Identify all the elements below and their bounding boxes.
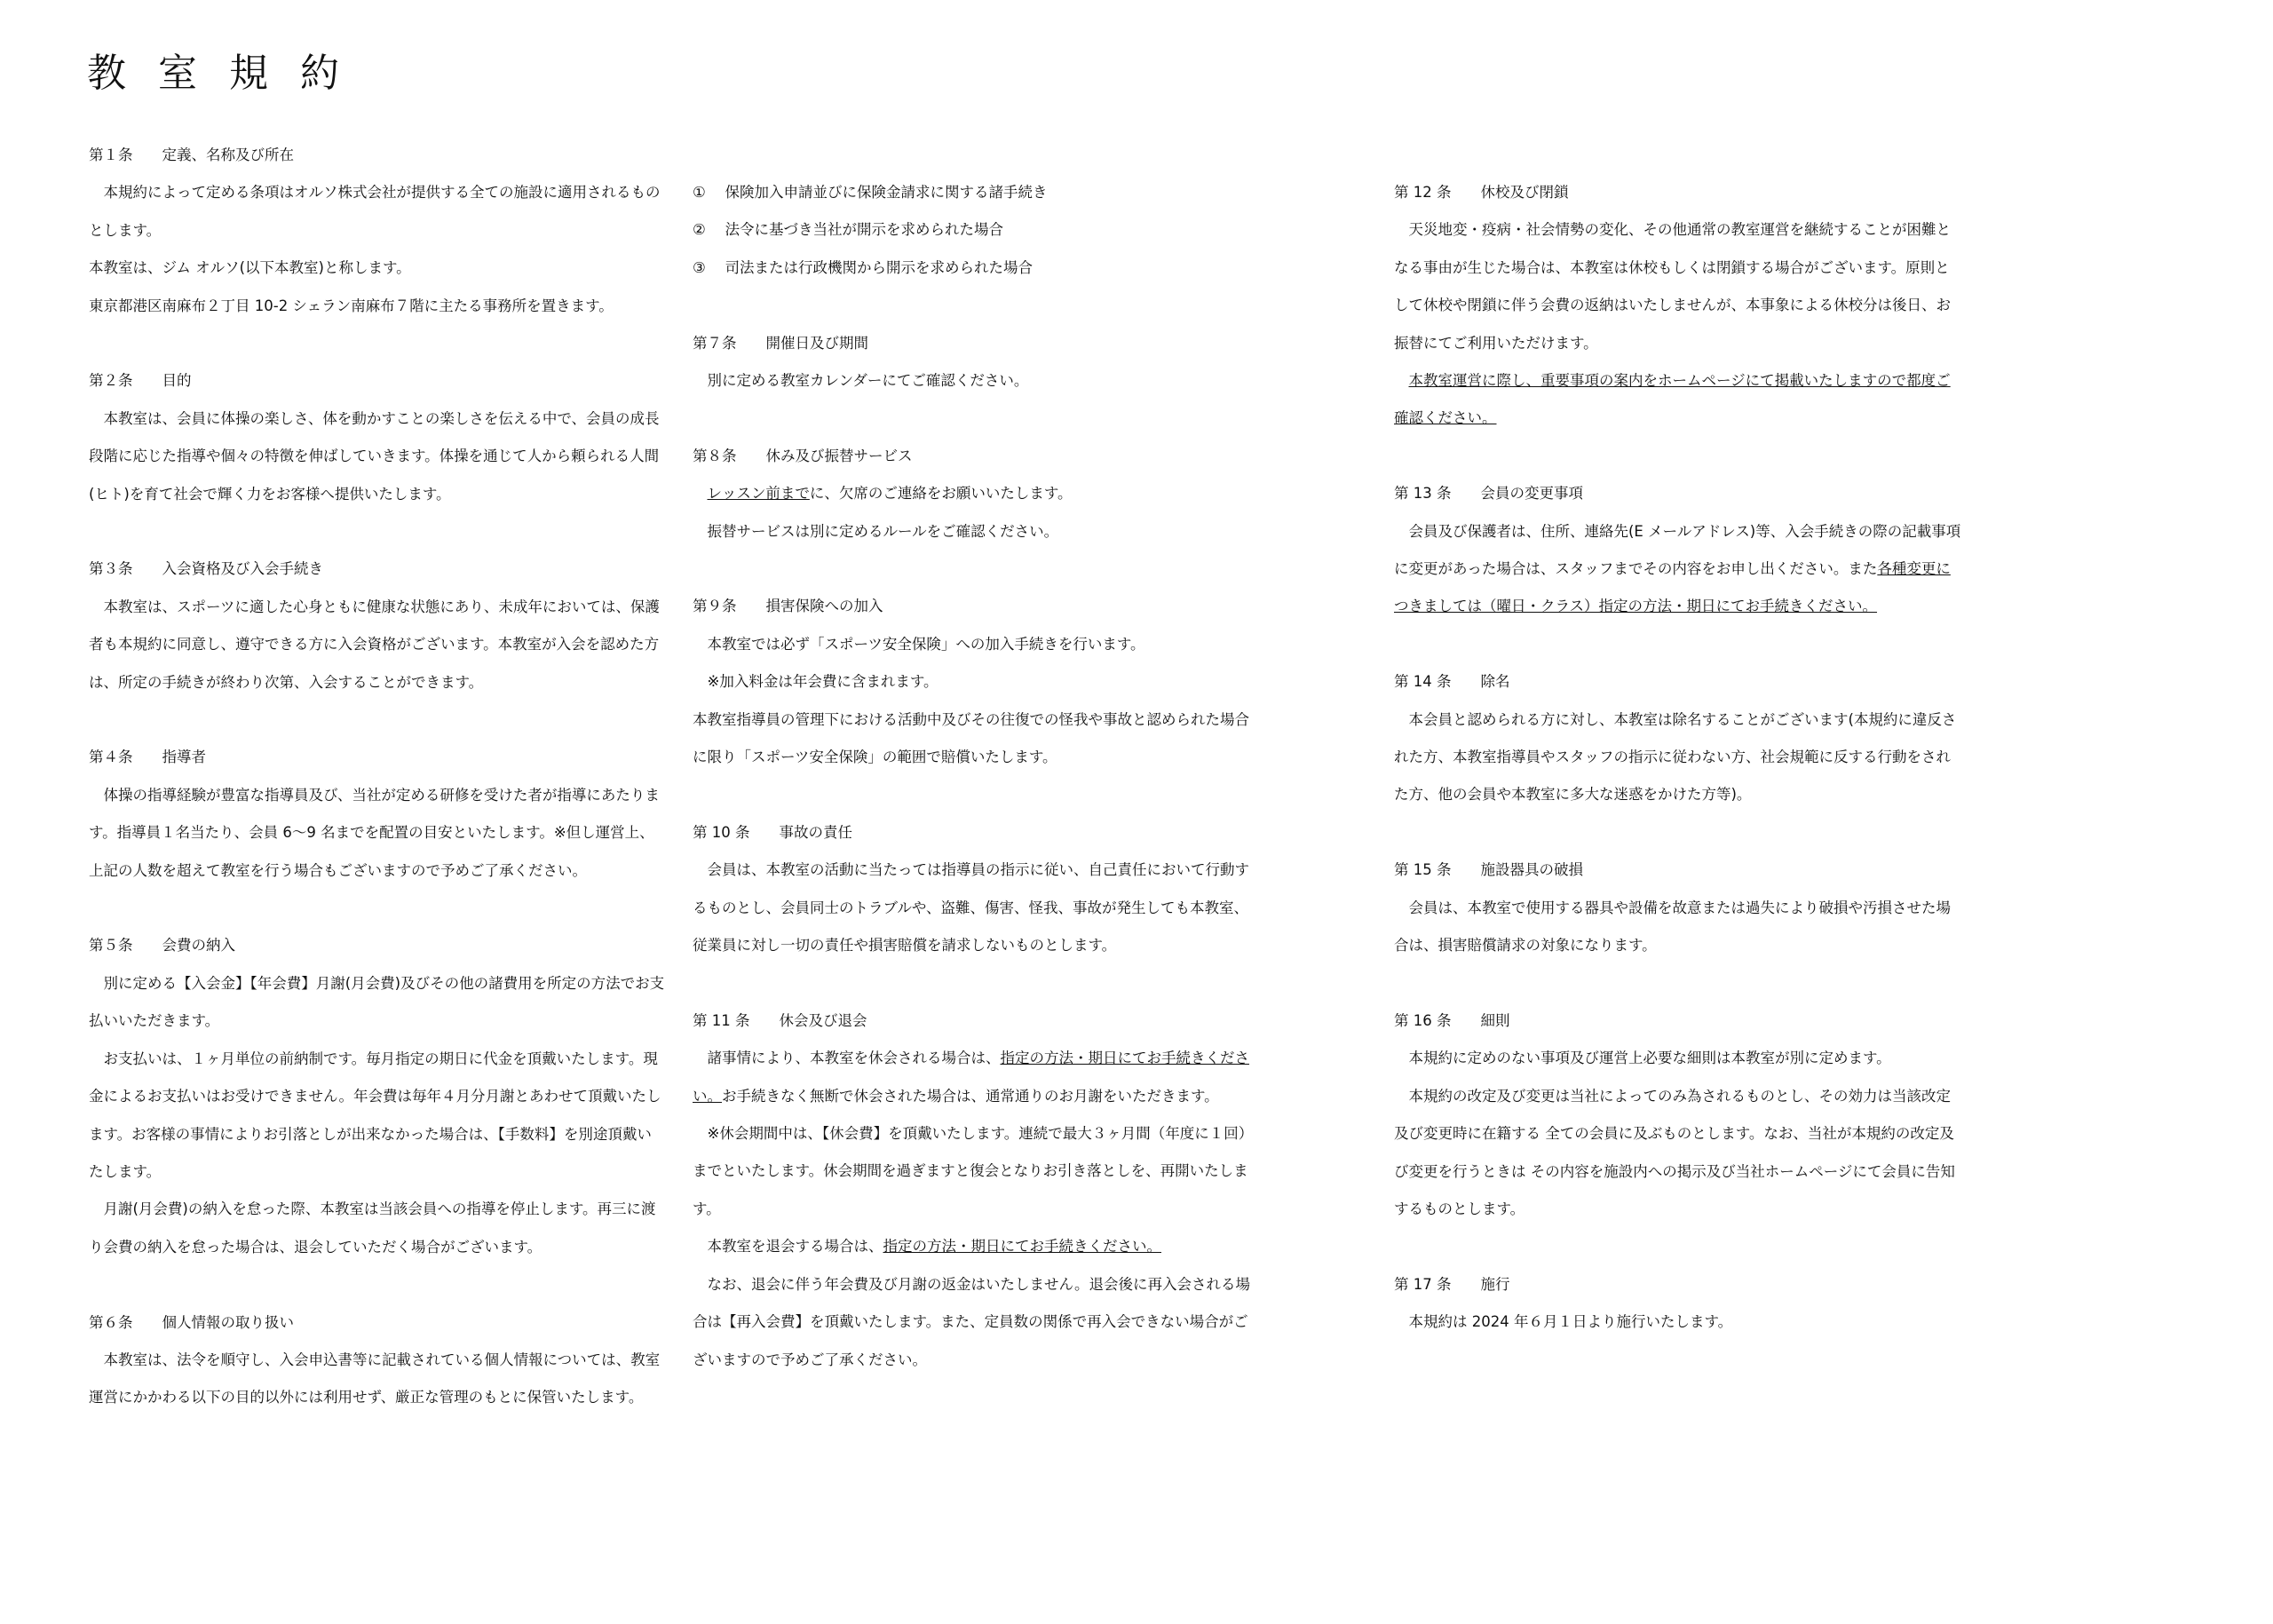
column-left <box>89 137 666 1454</box>
article-3 <box>89 551 666 701</box>
article-1 <box>89 137 666 325</box>
article-text: 本教室指導員の管理下における活動中及びその往復での怪我や事故と認められた場合に限り「スポーツ安全保険」の範囲で賠償いたします。 <box>693 710 1249 766</box>
page-title: 教室規約 <box>87 51 371 96</box>
text-span: 本教室を退会する場合は、 <box>707 1238 883 1256</box>
article-text: 別に定める【入会金】【年会費】月謝(月会費)及びその他の諸費用を所定の方法でお支払いいただきます。 <box>89 974 665 1030</box>
list-item: ③ 司法または行政機関から開示を求められた場合 <box>693 258 1034 276</box>
article-text: 本教室は、法令を順守し、入会申込書等に記載されている個人情報については、教室運営にかかわる以下の目的以外には利用せず、厳正な管理のもとに保管いたします。 <box>89 1351 661 1406</box>
underlined-text: 各種変更につきましては（曜日・クラス）指定の方法・期日にてお手続きください。 <box>1394 560 1951 615</box>
text-span: 諸事情により、本教室を休会される場合は、 <box>707 1050 1001 1067</box>
article-text <box>693 1040 1261 1115</box>
article-title: 第９条 損害保険への加入 <box>693 598 883 615</box>
underlined-text: 指定の方法・期日にてお手続きください。 <box>693 1050 1249 1105</box>
article-17 <box>1394 1266 1962 1342</box>
article-13 <box>1394 475 1962 626</box>
article-title: 第 16 条 細則 <box>1394 1011 1510 1029</box>
article-text: 本教室は、会員に体操の楽しさ、体を動かすことの楽しさを伝える中で、会員の成長段階に応じた指導や個々の特徴を伸ばしていきます。体操を通じて人から頼られる人間(ヒト)を育て社会で輝く力をお客様へ提供いたします。 <box>89 409 660 503</box>
list-item: ② 法令に基づき当社が開示を求められた場合 <box>693 221 1004 239</box>
underlined-text: 指定の方法・期日にてお手続きください。 <box>883 1238 1161 1256</box>
article-title: 第２条 目的 <box>89 372 192 390</box>
article-5 <box>89 927 666 1266</box>
article-title: 第 13 条 会員の変更事項 <box>1394 485 1583 503</box>
article-9 <box>693 588 1261 776</box>
article-15 <box>1394 852 1962 964</box>
article-text: 月謝(月会費)の納入を怠った際、本教室は当該会員への指導を停止します。再三に渡り会費の納入を怠った場合は、退会していただく場合がございます。 <box>89 1200 656 1256</box>
article-4 <box>89 739 666 890</box>
column-right <box>1394 174 1962 1379</box>
list-item: ① 保険加入申請並びに保険金請求に関する諸手続き <box>693 184 1048 201</box>
article-text: 本規約は 2024 年６月１日より施行いたします。 <box>1408 1313 1733 1331</box>
article-10 <box>693 814 1261 965</box>
article-title: 第１条 定義、名称及び所在 <box>89 147 294 163</box>
article-title: 第 11 条 休会及び退会 <box>693 1011 867 1029</box>
underlined-text: 本教室運営に際し、重要事項の案内をホームページにて掲載いたしますので都度ご確認ください。 <box>1394 372 1951 427</box>
article-2 <box>89 362 666 513</box>
article-title: 第７条 開催日及び期間 <box>693 334 868 352</box>
article-title: 第 17 条 施行 <box>1394 1275 1510 1293</box>
article-title: 第 14 条 除名 <box>1394 673 1510 691</box>
article-text: 本教室は、ジム オルソ(以下本教室)と称します。 <box>89 259 411 277</box>
article-text: ※加入料金は年会費に含まれます。 <box>707 673 939 691</box>
article-title: 第８条 休み及び振替サービス <box>693 447 913 464</box>
article-title: 第４条 指導者 <box>89 749 206 766</box>
article-11 <box>693 1002 1261 1379</box>
article-text <box>693 475 1261 512</box>
article-text: 会員は、本教室の活動に当たっては指導員の指示に従い、自己責任において行動するものとし、会員同士のトラブルや、盗難、傷害、怪我、事故が発生しても本教室、従業員に対し一切の責任や損害賠償を請求しないものとします。 <box>693 861 1249 955</box>
article-text: 本教室では必ず「スポーツ安全保険」への加入手続きを行います。 <box>707 635 1145 653</box>
article-title: 第５条 会費の納入 <box>89 937 235 955</box>
article-text: 体操の指導経験が豊富な指導員及び、当社が定める研修を受けた者が指導にあたります。指導員１名当たり、会員 6～9 名までを配置の目安といたします。※但し運営上、上記の人数を超えて教室を行う場合もございますので予めご了承ください。 <box>89 786 660 879</box>
article-16 <box>1394 1002 1962 1228</box>
underlined-text: レッスン前まで <box>707 485 810 503</box>
article-title: 第３条 入会資格及び入会手続き <box>89 560 323 578</box>
article-text: 別に定める教室カレンダーにてご確認ください。 <box>707 372 1029 390</box>
article-text: 本規約に定めのない事項及び運営上必要な細則は本教室が別に定めます。 <box>1408 1050 1891 1067</box>
article-text: お支払いは、１ヶ月単位の前納制です。毎月指定の期日に代金を頂戴いたします。現金によるお支払いはお受けできません。年会費は毎年４月分月謝とあわせて頂戴いたします。お客様の事情によりお引落としが出来なかった場合は、【手数料】を別途頂戴いたします。 <box>89 1050 661 1180</box>
article-text: 本規約によって定める条項はオルソ株式会社が提供する全ての施設に適用されるものとします。 <box>89 184 661 239</box>
article-text: ※休会期間中は、【休会費】を頂戴いたします。連続で最大３ヶ月間（年度に１回）までといたします。休会期間を過ぎますと復会となりお引き落としを、再開いたします。 <box>693 1125 1254 1217</box>
article-6 <box>89 1304 666 1417</box>
article-text: 本会員と認められる方に対し、本教室は除名することがございます(本規約に違反された方、本教室指導員やスタッフの指示に従わない方、社会規範に反する行動をされた方、他の会員や本教室に多大な迷惑をかけた方等)。 <box>1394 710 1957 804</box>
column-middle <box>693 174 1261 1416</box>
article-7 <box>693 325 1261 400</box>
article-12 <box>1394 174 1962 438</box>
article-text <box>693 1228 1261 1265</box>
article-text: 天災地変・疫病・社会情勢の変化、その他通常の教室運営を継続することが困難となる事由が生じた場合は、本教室は休校もしくは閉鎖する場合がございます。原則として休校や閉鎖に伴う会費の返納はいたしませんが、本事象による休校分は後日、お振替にてご利用いただけます。 <box>1394 221 1951 352</box>
article-text: なお、退会に伴う年会費及び月謝の返金はいたしません。退会後に再入会される場合は【再入会費】を頂戴いたします。また、定員数の関係で再入会できない場合がございますので予めご了承ください。 <box>693 1275 1250 1368</box>
article-title: 第 12 条 休校及び閉鎖 <box>1394 184 1569 201</box>
article-8 <box>693 438 1261 551</box>
article-text: 本教室は、スポーツに適した心身ともに健康な状態にあり、未成年においては、保護者も本規約に同意し、遵守できる方に入会資格がございます。本教室が入会を認めた方は、所定の手続きが終わり次第、入会することができます。 <box>89 598 660 691</box>
article-14 <box>1394 663 1962 814</box>
article-title: 第 10 条 事故の責任 <box>693 823 852 841</box>
article-text: 会員は、本教室で使用する器具や設備を故意または過失により破損や汚損させた場合は、損害賠償請求の対象になります。 <box>1394 899 1951 955</box>
article-text <box>1394 513 1962 626</box>
article-text <box>1394 362 1962 438</box>
article-6-list <box>693 174 1261 287</box>
article-title: 第 15 条 施設器具の破損 <box>1394 861 1583 879</box>
text-span: に、欠席のご連絡をお願いいたします。 <box>809 485 1073 503</box>
article-text: 振替サービスは別に定めるルールをご確認ください。 <box>707 522 1059 540</box>
text-span: 会員及び保護者は、住所、連絡先(E メールアドレス)等、入会手続きの際の記載事項に変更があった場合は、スタッフまでその内容をお申し出ください。また <box>1394 522 1961 578</box>
article-title: 第６条 個人情報の取り扱い <box>89 1313 294 1331</box>
text-span: お手続きなく無断で休会された場合は、通常通りのお月謝をいただきます。 <box>722 1087 1219 1105</box>
article-text: 本規約の改定及び変更は当社によってのみ為されるものとし、その効力は当該改定及び変更時に在籍する 全ての会員に及ぶものとします。なお、当社が本規約の改定及び変更を行うときは その内容を施設内への掲示及び当社ホームページにて会員に告知するものとします。 <box>1394 1087 1955 1217</box>
article-text: 東京都港区南麻布２丁目 10-2 シェラン南麻布７階に主たる事務所を置きます。 <box>89 297 614 314</box>
